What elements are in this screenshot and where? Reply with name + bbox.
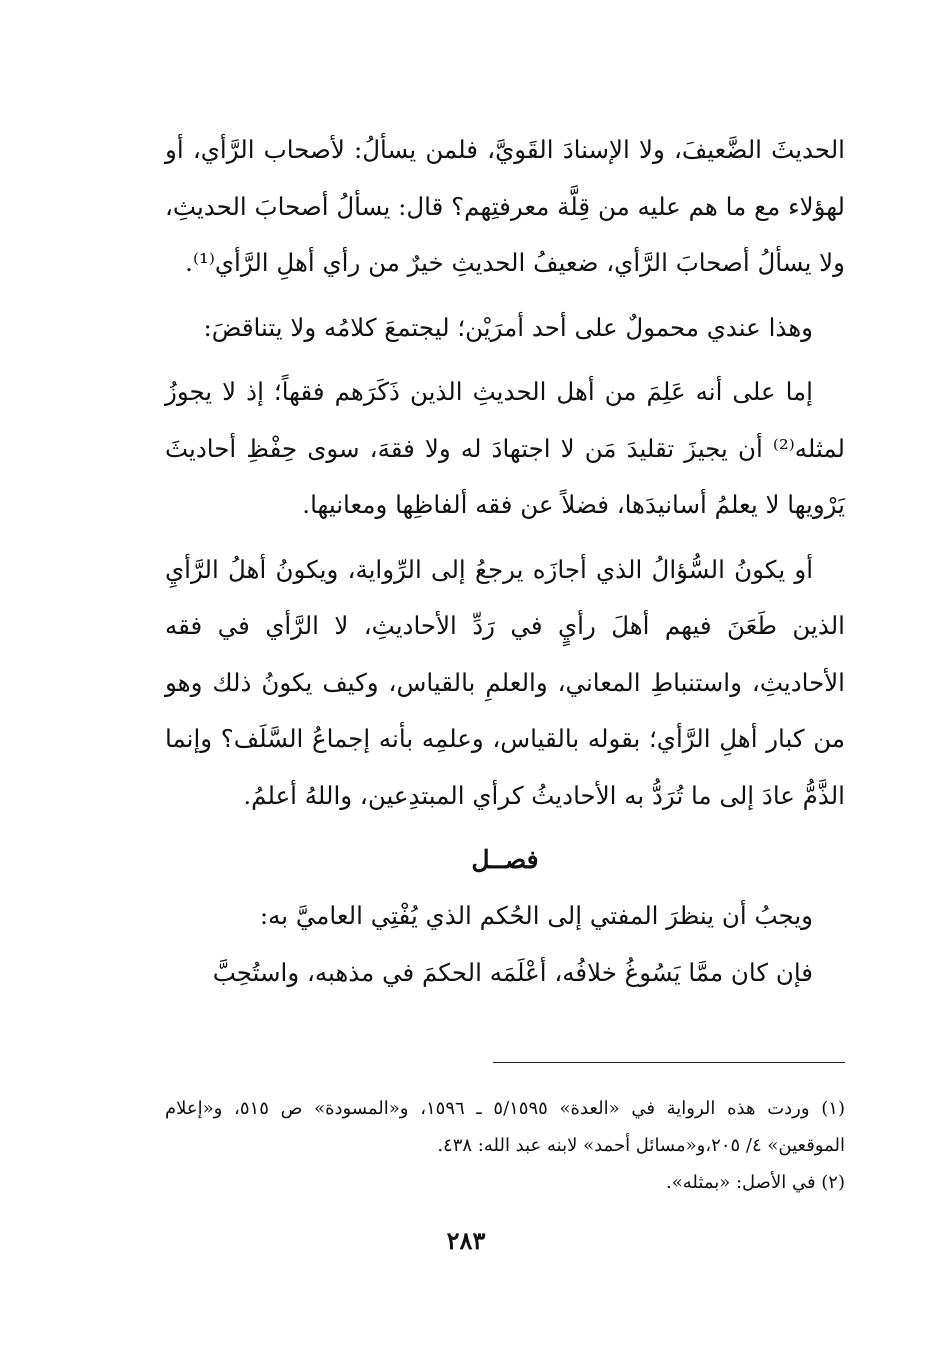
section-heading: فصــل: [471, 845, 539, 874]
section-paragraph-1: ويجبُ أن ينظرَ المفتي إلى الحُكم الذي يُفْتِي العاميَّ به:: [259, 901, 813, 930]
paragraph-4: أو يكونُ السُّؤالُ الذي أجازَه يرجعُ إلى الرِّواية، ويكونُ أهلُ الرَّأيِ الذين طَعَنَ فيهم أهلَ رأيٍ في رَدِّ الأحاديثِ، لا الرَّأي في فقه الأحاديثِ، واستنباطِ المعاني، والعلمِ بالقياس، وكيف يكونُ ذلك وهو من كبار أهلِ الرَّأي؛ بقوله بالقياس، وعلمِه بأنه إجماعُ السَّلَف؟ وإنما الذَّمُّ عادَ إلى ما تُرَدُّ به الأحاديثُ كرأي المبتدِعين، واللهُ أعلمُ.: [165, 554, 845, 810]
footnote-1: (١) وردت هذه الرواية في «العدة» ٥/١٥٩٥ ـ ١٥٩٦، و«المسودة» ص ٥١٥، و«إعلام الموقعين» ٤/ ٢٠٥،و«مسائل أحمد» لابنه عبد الله: ٤٣٨.: [165, 1098, 845, 1156]
footnote-divider: [493, 1062, 845, 1063]
paragraph-3: إما على أنه عَلِمَ من أهل الحديثِ الذين ذَكَرَهم فقهاً؛ إذ لا يجوزُ لمثله⁽²⁾ أن يجيزَ تقليدَ مَن لا اجتهادَ له ولا فقهَ، سوى حِفْظِ أحاديثَ يَرْويها لا يعلمُ أسانيدَها، فضلاً عن فقه ألفاظِها ومعانيها.: [165, 377, 845, 519]
footnotes: [165, 1090, 845, 1201]
page-number: ٢٨٣: [446, 1226, 486, 1255]
paragraph-2: وهذا عندي محمولٌ على أحد أمرَيْن؛ ليجتمعَ كلامُه ولا يتناقضَ:: [203, 312, 813, 342]
section-paragraph-2: فإن كان ممَّا يَسُوغُ خلافُه، أعْلَمَه الحكمَ في مذهبه، واستُحِبَّ: [212, 957, 813, 987]
main-text: [165, 122, 845, 1001]
paragraph-1: الحديثَ الضَّعيفَ، ولا الإسنادَ القَويَّ، فلمن يسألُ: لأصحاب الرَّأي، أو لهؤلاء مع ما هم عليه من قِلَّة معرفتِهم؟ قال: يسألُ أصحابَ الحديثِ، ولا يسألُ أصحابَ الرَّأي، ضعيفُ الحديثِ خيرٌ من رأي أهلِ الرَّأي⁽¹⁾.: [165, 135, 845, 277]
footnote-2: (٢) في الأصل: «بمثله».: [666, 1172, 845, 1193]
